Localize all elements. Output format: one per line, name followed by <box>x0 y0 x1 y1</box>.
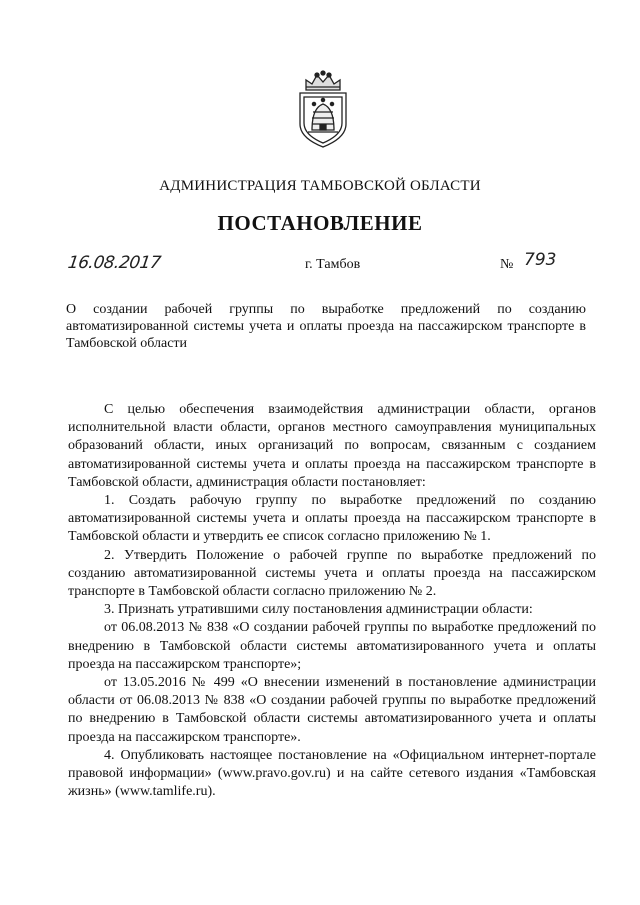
document-body <box>68 401 596 801</box>
document-subject: О создании рабочей группы по выработке предложений по созданию автоматизированной системы учета и оплаты проезда на пассажирском транспорте в Тамбовской области <box>66 302 586 351</box>
number-sign: № <box>500 257 514 272</box>
document-number: 793 <box>524 250 557 270</box>
body-paragraph: 1. Создать рабочую группу по выработке предложений по созданию автоматизированной системы учета и оплаты проезда на пассажирском транспорте в Тамбовской области и утвердить ее список согласно приложению № 1. <box>68 493 596 545</box>
body-paragraph: от 06.08.2013 № 838 «О создании рабочей группы по выработке предложений по внедрению в Тамбовской области системы автоматизированного учета и оплаты проезда на пассажирском транспорте»; <box>68 620 596 672</box>
body-paragraph: 3. Признать утратившими силу постановления администрации области: <box>104 602 533 618</box>
body-paragraph: от 13.05.2016 № 499 «О внесении изменений в постановление администрации области от 06.08.2013 № 838 «О создании рабочей группы по выработке предложений по внедрению в Тамбовской области системы автоматизированного учета и оплаты проезда на пассажирском транспорте». <box>68 675 596 745</box>
organization-name: АДМИНИСТРАЦИЯ ТАМБОВСКОЙ ОБЛАСТИ <box>159 178 481 194</box>
document-date: 16.08.2017 <box>66 253 162 273</box>
body-paragraph: 4. Опубликовать настоящее постановление на «Официальном интернет-портале правовой информации» (www.pravo.gov.ru) и на сайте сетевого издания «Тамбовская жизнь» (www.tamlife.ru). <box>68 747 596 800</box>
tambov-coat-of-arms-icon <box>290 70 356 150</box>
document-type-title: ПОСТАНОВЛЕНИЕ <box>217 211 423 235</box>
body-paragraph: С целью обеспечения взаимодействия администрации области, органов исполнительной власти области, органов местного самоуправления муниципальных образований области, иных организаций по вопросам, связанным с созданием автоматизированной системы учета и оплаты проезда на пассажирском транспорте в Тамбовской области, администрация области постановляет: <box>68 402 596 490</box>
document-place: г. Тамбов <box>305 257 361 272</box>
body-paragraph: 2. Утвердить Положение о рабочей группе по выработке предложений по созданию автоматизированной системы учета и оплаты проезда на пассажирском транспорте в Тамбовской области согласно приложению № 2. <box>68 547 596 600</box>
